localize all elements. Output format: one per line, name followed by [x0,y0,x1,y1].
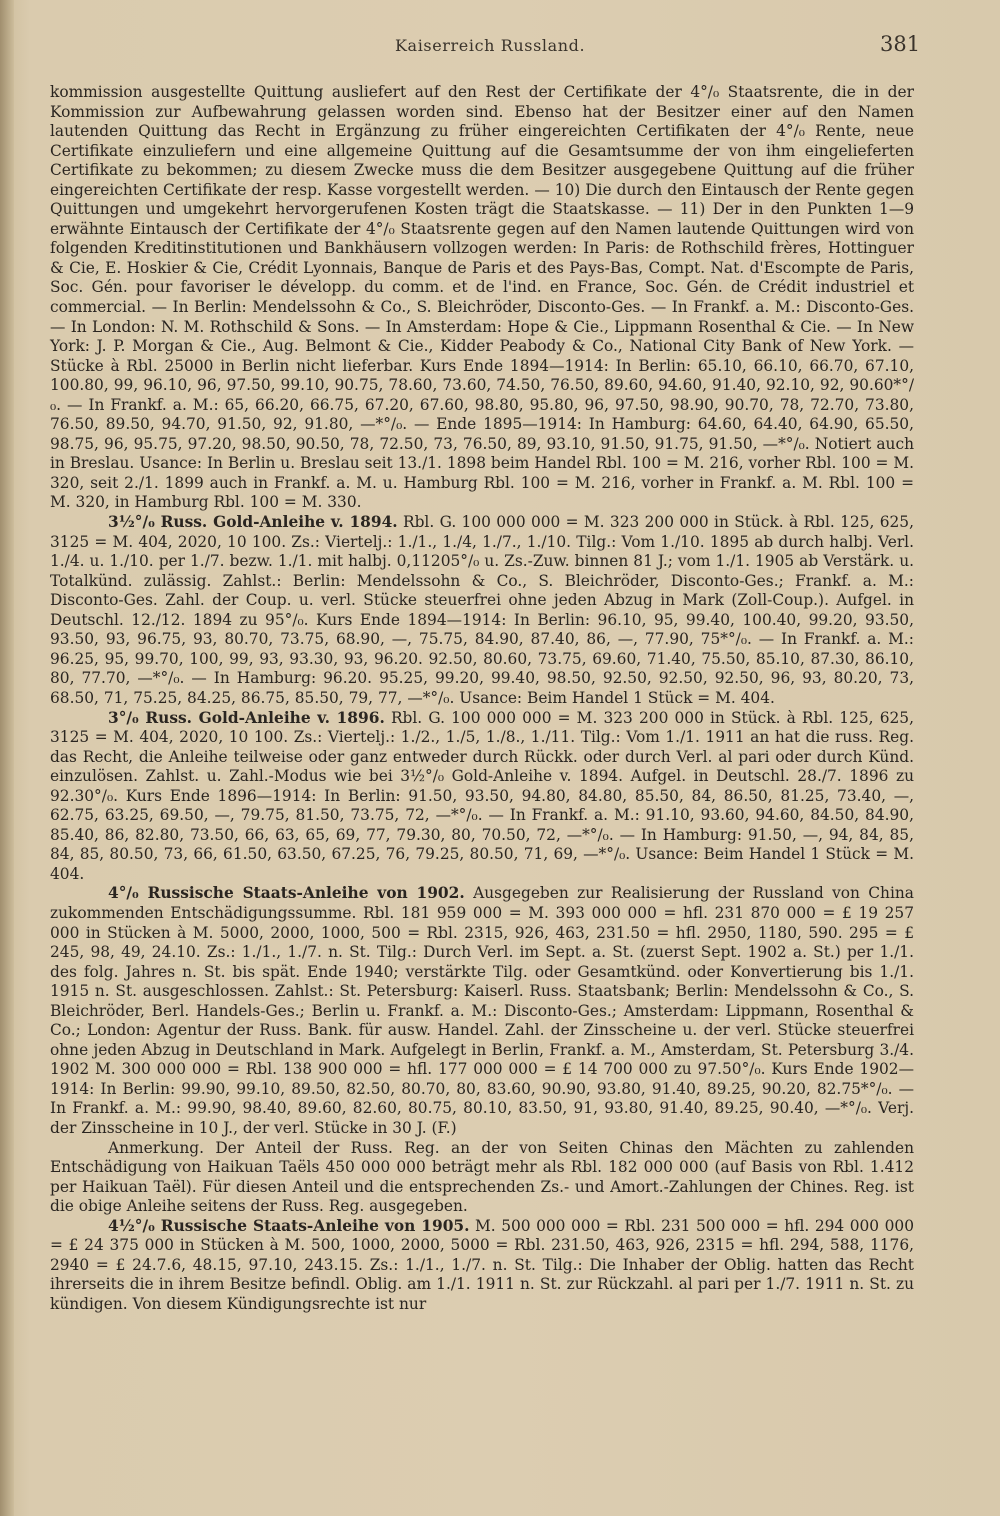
page-spine-shadow [0,0,14,1516]
paragraph-gold-loan-1896 [50,709,914,885]
paragraph-state-loan-1902 [50,884,914,1138]
paragraph-gold-loan-1894 [50,513,914,708]
paragraph-text: Rbl. G. 100 000 000 = M. 323 200 000 in Stück. à Rbl. 125, 625, 3125 = M. 404, 2020, 10 100. Zs.: Viertelj.: 1./1., 1./4, 1./7., 1./10. Tilg.: Vom 1./10. 1895 ab durch halbj. Verl. 1./4. u. 1./10. per 1./7. bezw. 1./1. mit halbj. 0,11205°/₀ u. Zs.-Zuw. binnen 81 J.; vom 1./1. 1905 ab Verstärk. u. Totalkünd. zulässig. Zahlst.: Berlin: Mendelssohn & Co., S. Bleichröder, Disconto-Ges.; Frankf. a. M.: Disconto-Ges. Zahl. der Coup. u. verl. Stücke steuerfrei ohne jeden Abzug in Mark (Zoll-Coup.). Aufgel. in Deutschl. 12./12. 1894 zu 95°/₀. Kurs Ende 1894—1914: In Berlin: 96.10, 95, 99.40, 100.40, 99.20, 93.50, 93.50, 93, 96.75, 93, 80.70, 73.75, 68.90, —, 75.75, 84.90, 87.40, 86, —, 77.90, 75*°/₀. — In Frankf. a. M.: 96.25, 95, 99.70, 100, 99, 93, 93.30, 93, 96.20. 92.50, 80.60, 73.75, 69.60, 71.40, 75.50, 85.10, 87.30, 86.10, 80, 77.70, —*°/₀. — In Hamburg: 96.20. 95.25, 99.20, 99.40, 98.50, 92.50, 92.50, 92.50, 96, 93, 80.20, 73, 68.50, 71, 75.25, 84.25, 86.75, 85.50, 79, 77, —*°/₀. Usance: Beim Handel 1 Stück = M. 404. [50,513,914,707]
running-title: Kaiserreich Russland. [395,36,586,55]
paragraph-text: kommission ausgestellte Quittung ausliefert auf den Rest der Certifikate der 4°/₀ Staatsrente, die in der Kommission zur Aufbewahrung gelassen worden sind. Ebenso hat der Besitzer einer auf den Namen lautenden Quittung das Recht in Ergänzung zu früher eingereichten Certifikaten der 4°/₀ Rente, neue Certifikate einzuliefern und eine allgemeine Quittung auf die Gesamtsumme der von ihm eingelieferten Certifikate zu bekommen; zu diesem Zwecke muss die dem Besitzer ausgegebene Quittung auf die früher eingereichten Certifikate der resp. Kasse vorgestellt werden. — 10) Die durch den Eintausch der Rente gegen Quittungen und umgekehrt hervorgerufenen Kosten trägt die Staatskasse. — 11) Der in den Punkten 1—9 erwähnte Eintausch der Certifikate der 4°/₀ Staatsrente gegen auf den Namen lautende Quittungen wird von folgenden Kreditinstitutionen und Bankhäusern vollzogen werden: In Paris: de Rothschild frères, Hottinguer & Cie, E. Hoskier & Cie, Crédit Lyonnais, Banque de Paris et des Pays-Bas, Compt. Nat. d'Escompte de Paris, Soc. Gén. pour favoriser le développ. du comm. et de l'ind. en France, Soc. Gén. de Crédit industriel et commercial. — In Berlin: Mendelssohn & Co., S. Bleichröder, Disconto-Ges. — In Frankf. a. M.: Disconto-Ges. — In London: N. M. Rothschild & Sons. — In Amsterdam: Hope & Cie., Lippmann Rosenthal & Cie. — In New York: J. P. Morgan & Cie., Aug. Belmont & Cie., Kidder Peabody & Co., National City Bank of New York. — Stücke à Rbl. 25000 in Berlin nicht lieferbar. Kurs Ende 1894—1914: In Berlin: 65.10, 66.10, 66.70, 67.10, 100.80, 99, 96.10, 96, 97.50, 99.10, 90.75, 78.60, 73.60, 74.50, 76.50, 89.60, 94.60, 91.40, 92.10, 92, 90.60*°/₀. — In Frankf. a. M.: 65, 66.20, 66.75, 67.20, 67.60, 98.80, 95.80, 96, 97.50, 98.90, 90.70, 78, 72.70, 73.80, 76.50, 89.50, 94.70, 91.50, 92, 91.80, —*°/₀. — Ende 1895—1914: In Hamburg: 64.60, 64.40, 64.90, 65.50, 98.75, 96, 95.75, 97.20, 98.50, 90.50, 78, 72.50, 73, 76.50, 89, 93.10, 91.50, 91.75, 91.50, —*°/₀. Notiert auch in Breslau. Usance: In Berlin u. Breslau seit 13./1. 1898 beim Handel Rbl. 100 = M. 216, vorher Rbl. 100 = M. 320, seit 2./1. 1899 auch in Frankf. a. M. u. Hamburg Rbl. 100 = M. 216, vorher in Frankf. a. M. Rbl. 100 = M. 320, in Hamburg Rbl. 100 = M. 330. [50,83,914,512]
running-header [0,32,1000,62]
loan-heading: 4°/₀ Russische Staats-Anleihe von 1902. [108,884,465,903]
paragraph-note [50,1139,914,1217]
paragraph-text: Ausgegeben zur Realisierung der Russland von China zukommenden Entschädigungssumme. Rbl. 181 959 000 = M. 393 000 000 = hfl. 231 870 000 = £ 19 257 000 in Stücken à M. 5000, 2000, 1000, 500 = Rbl. 2315, 926, 463, 231.50 = hfl. 2950, 1180, 590. 295 = £ 245, 98, 49, 24.10. Zs.: 1./1., 1./7. n. St. Tilg.: Durch Verl. im Sept. a. St. (zuerst Sept. 1902 a. St.) per 1./1. des folg. Jahres n. St. bis spät. Ende 1940; verstärkte Tilg. oder Gesamtkünd. oder Konvertierung bis 1./1. 1915 n. St. ausgeschlossen. Zahlst.: St. Petersburg: Kaiserl. Russ. Staatsbank; Berlin: Mendelssohn & Co., S. Bleichröder, Berl. Handels-Ges.; Berlin u. Frankf. a. M.: Disconto-Ges.; Amsterdam: Lippmann, Rosenthal & Co.; London: Agentur der Russ. Bank. für ausw. Handel. Zahl. der Zinsscheine u. der verl. Stücke steuerfrei ohne jeden Abzug in Deutschland in Mark. Aufgelegt in Berlin, Frankf. a. M., Amsterdam, St. Petersburg 3./4. 1902 M. 300 000 000 = Rbl. 138 900 000 = hfl. 177 000 000 = £ 14 700 000 zu 97.50°/₀. Kurs Ende 1902—1914: In Berlin: 99.90, 99.10, 89.50, 82.50, 80.70, 80, 83.60, 90.90, 93.80, 91.40, 89.25, 90.20, 82.75*°/₀. — In Frankf. a. M.: 99.90, 98.40, 89.60, 82.60, 80.75, 80.10, 83.50, 91, 93.80, 91.40, 89.25, 90.40, —*°/₀. Verj. der Zinsscheine in 10 J., der verl. Stücke in 30 J. (F.) [50,884,914,1137]
loan-heading: 3½°/₀ Russ. Gold-Anleihe v. 1894. [108,513,398,532]
paragraph-text: M. 500 000 000 = Rbl. 231 500 000 = hfl. 294 000 000 = £ 24 375 000 in Stücken à M. 500, 1000, 2000, 5000 = Rbl. 231.50, 463, 926, 2315 = hfl. 294, 588, 1176, 2940 = £ 24.7.6, 48.15, 97.10, 243.15. Zs.: 1./1., 1./7. n. St. Tilg.: Die Inhaber der Oblig. hatten das Recht ihrerseits die in ihrem Besitze befindl. Oblig. am 1./1. 1911 n. St. zur Rückzahl. al pari per 1./7. 1911 n. St. zu kündigen. Von diesem Kündigungsrechte ist nur [50,1216,914,1313]
page-body [50,83,914,1314]
paragraph-state-loan-1905 [50,1217,914,1315]
page-number: 381 [880,32,921,56]
paragraph-text: Anmerkung. Der Anteil der Russ. Reg. an der von Seiten Chinas den Mächten zu zahlenden Entschädigung von Haikuan Taëls 450 000 000 beträgt mehr als Rbl. 182 000 000 (auf Basis von Rbl. 1.412 per Haikuan Taël). Für diesen Anteil und die entsprechenden Zs.- und Amort.-Zahlungen der Chines. Reg. ist die obige Anleihe seitens der Russ. Reg. ausgegeben. [50,1138,914,1216]
loan-heading: 3°/₀ Russ. Gold-Anleihe v. 1896. [108,708,385,727]
paragraph-text: Rbl. G. 100 000 000 = M. 323 200 000 in Stück. à Rbl. 125, 625, 3125 = M. 404, 2020, 10 100. Zs.: Viertelj.: 1./2., 1./5, 1./8., 1./11. Tilg.: Vom 1./1. 1911 an hat die russ. Reg. das Recht, die Anleihe teilweise oder ganz entweder durch Rückk. oder durch Verl. al pari oder durch Künd. einzulösen. Zahlst. u. Zahl.-Modus wie bei 3½°/₀ Gold-Anleihe v. 1894. Aufgel. in Deutschl. 28./7. 1896 zu 92.30°/₀. Kurs Ende 1896—1914: In Berlin: 91.50, 93.50, 94.80, 84.80, 85.50, 84, 86.50, 81.25, 73.40, —, 62.75, 63.25, 69.50, —, 79.75, 81.50, 73.75, 72, —*°/₀. — In Frankf. a. M.: 91.10, 93.60, 94.60, 84.50, 84.90, 85.40, 86, 82.80, 73.50, 66, 63, 65, 69, 77, 79.30, 80, 70.50, 72, —*°/₀. — In Hamburg: 91.50, —, 94, 84, 85, 84, 85, 80.50, 73, 66, 61.50, 63.50, 67.25, 76, 79.25, 80.50, 71, 69, —*°/₀. Usance: Beim Handel 1 Stück = M. 404. [50,708,914,883]
loan-heading: 4½°/₀ Russische Staats-Anleihe von 1905. [108,1216,470,1235]
paragraph-continuation [50,83,914,513]
